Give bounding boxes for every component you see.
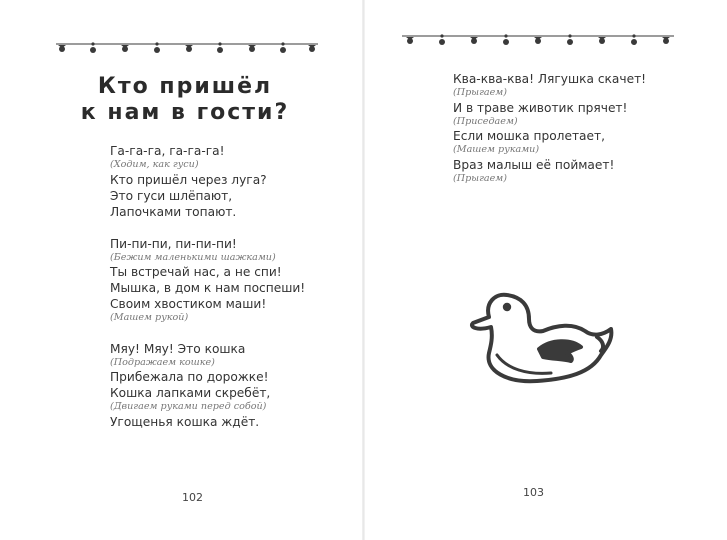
poem-line: Ква-ква-ква! Лягушка скачет!	[453, 72, 647, 86]
poem-line: Враз малыш её поймает!	[453, 157, 615, 172]
stage-direction: (Прыгаем)	[453, 87, 508, 98]
poem-line: Кто пришёл через луга?	[110, 172, 267, 187]
stanza-geese	[110, 143, 350, 220]
floral-border-icon	[56, 41, 318, 55]
poem-line: Угощенья кошка ждёт.	[110, 414, 260, 429]
stage-direction: (Бежим маленькими шажками)	[110, 251, 276, 263]
title-line-2: к нам в гости?	[80, 100, 290, 125]
page-number: 103	[523, 486, 544, 499]
poem-line: Прибежала по дорожке!	[110, 370, 269, 384]
page-number: 102	[182, 491, 203, 504]
poem-line: И в траве животик прячет!	[453, 100, 628, 115]
page-title	[50, 74, 320, 126]
poem-line: Своим хвостиком маши!	[110, 297, 267, 311]
poem-line: Ты встречай нас, а не спи!	[110, 265, 282, 279]
stanza-mouse	[110, 236, 350, 325]
poem-line: Мышка, в дом к нам поспеши!	[110, 281, 306, 295]
stanza-cat	[110, 341, 350, 430]
poem-line: Мяу! Мяу! Это кошка	[110, 341, 246, 356]
poem-line: Это гуси шлёпают,	[110, 188, 233, 203]
poem-line: Пи-пи-пи, пи-пи-пи!	[110, 236, 237, 251]
floral-border-icon	[402, 33, 674, 47]
stage-direction: (Двигаем руками перед собой)	[110, 401, 267, 412]
poem-line: Лапочками топают.	[110, 204, 237, 219]
stage-direction: (Машем руками)	[453, 144, 540, 155]
stage-direction: (Прыгаем)	[453, 172, 508, 184]
poem-right	[453, 71, 703, 185]
poem-line: Кошка лапками скребёт,	[110, 386, 271, 400]
stage-direction: (Ходим, как гуси)	[110, 159, 199, 170]
poem-left	[110, 143, 350, 446]
stage-direction: (Приседаем)	[453, 115, 518, 127]
stage-direction: (Подражаем кошке)	[110, 356, 215, 368]
stage-direction: (Машем рукой)	[110, 312, 189, 323]
poem-line: Га-га-га, га-га-га!	[110, 144, 225, 158]
poem-line: Если мошка пролетает,	[453, 129, 605, 143]
duck-icon	[467, 285, 622, 390]
right-page	[364, 0, 727, 540]
title-line-1: Кто пришёл	[97, 74, 273, 99]
